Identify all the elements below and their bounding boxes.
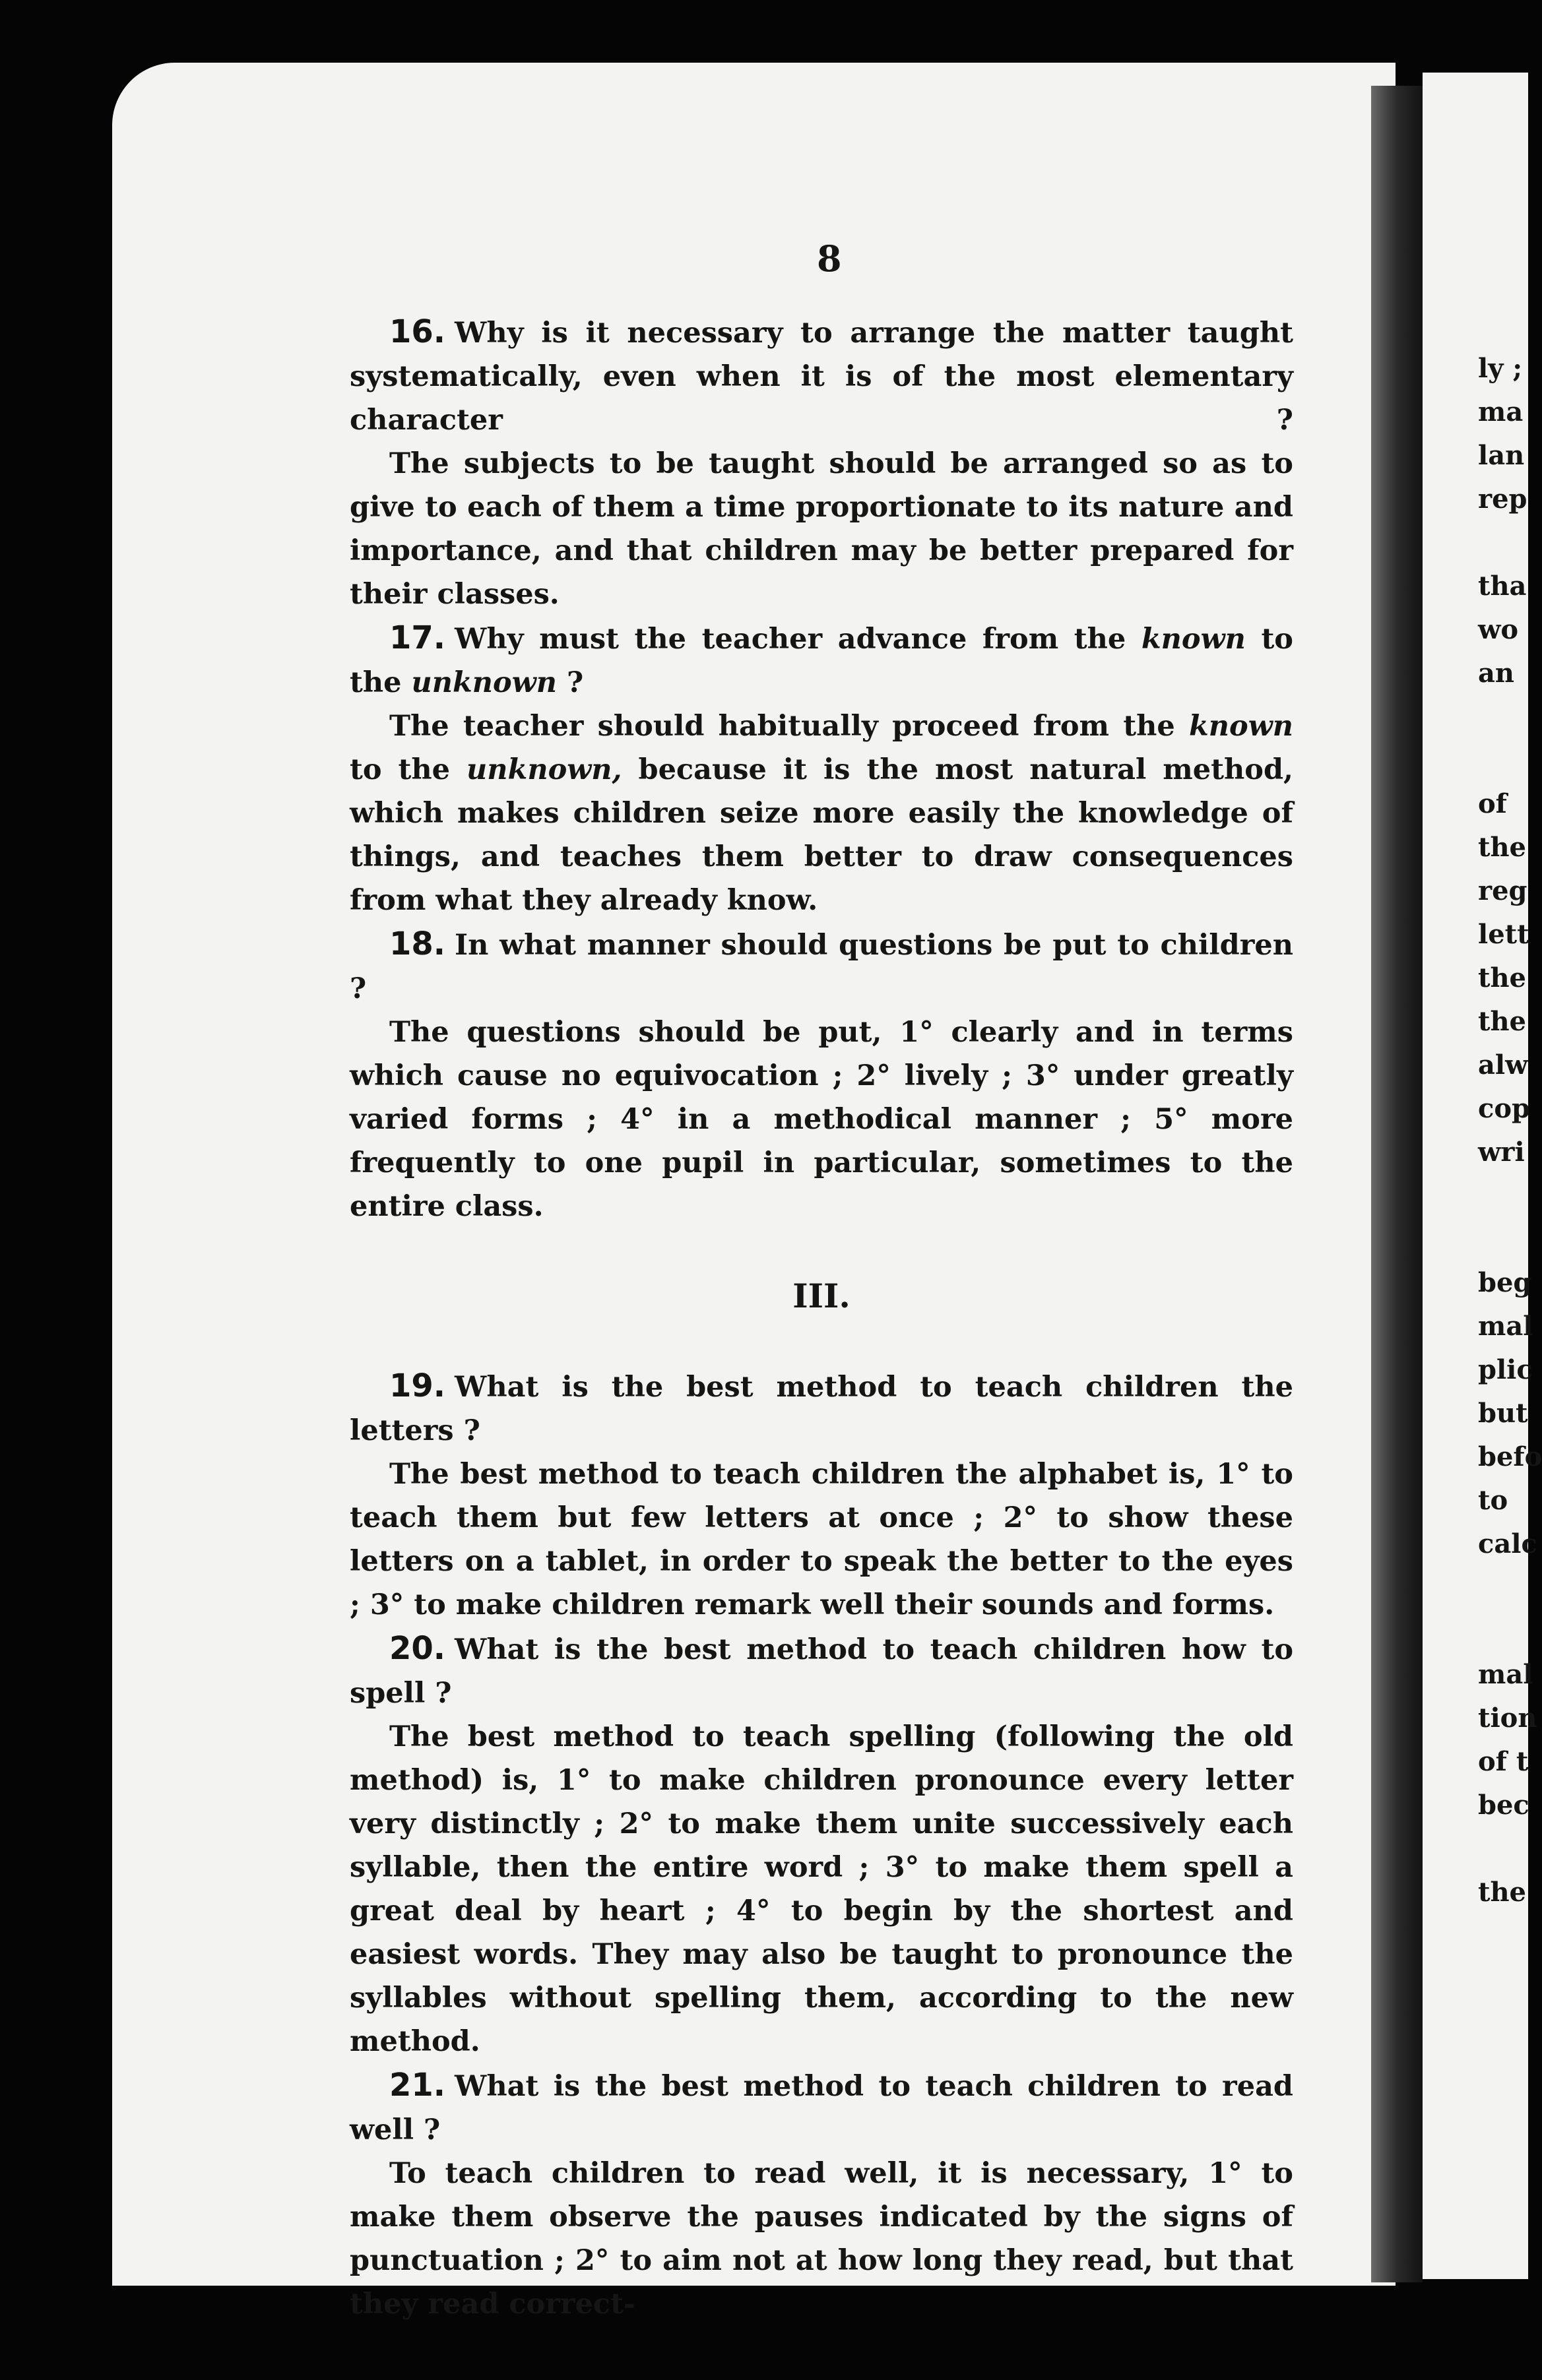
facing-page-line: an: [1478, 658, 1514, 689]
question-text-a: Why must the teacher advance from the: [455, 623, 1141, 656]
question-20: [350, 1627, 1293, 1715]
facing-page-line: lett: [1478, 919, 1529, 950]
page-gutter-shadow: [1371, 86, 1423, 2282]
facing-page-line: lan: [1478, 440, 1525, 471]
facing-page-line: of t: [1478, 1746, 1529, 1777]
question-number: 16.: [389, 313, 446, 350]
question-text: What is the best method to teach children the letters ?: [350, 1371, 1293, 1447]
answer-known: known: [1188, 710, 1293, 743]
facing-page-line: alw: [1478, 1049, 1528, 1080]
facing-page-line: mal: [1478, 1659, 1533, 1690]
question-known: known: [1141, 623, 1246, 656]
facing-page-line: plic: [1478, 1354, 1533, 1385]
facing-page-line: the: [1478, 962, 1527, 993]
facing-page-line: ly ;: [1478, 353, 1523, 384]
question-unknown: unknown: [411, 666, 558, 699]
answer-18: The questions should be put, 1° clearly and in terms which cause no equivocation ; 2° lively ; 3° under greatly varied forms ; 4° in a methodical manner ; 5° more frequently to one pupil in particular, sometimes to the entire class.: [350, 1016, 1293, 1223]
facing-page-line: beg: [1478, 1267, 1532, 1298]
facing-page-line: rep: [1478, 484, 1527, 515]
section-heading: III.: [792, 1276, 851, 1315]
question-text: What is the best method to teach children to read well ?: [350, 2070, 1293, 2146]
facing-page-line: mal: [1478, 1311, 1533, 1342]
facing-page-line: but: [1478, 1398, 1528, 1429]
question-17: [350, 616, 1293, 705]
facing-page-line: tion: [1478, 1703, 1537, 1734]
question-18: [350, 922, 1293, 1011]
facing-page-line: the: [1478, 1877, 1527, 1908]
question-number: 18.: [389, 925, 446, 962]
facing-page-line: ma: [1478, 396, 1524, 427]
answer-21: To teach children to read well, it is necessary, 1° to make them observe the pauses indicated by the signs of punctuation ; 2° to aim not at how long they read, but that they read correct-: [350, 2157, 1293, 2321]
page-number: 8: [817, 237, 842, 280]
question-21: [350, 2063, 1293, 2152]
facing-page-line: befo: [1478, 1441, 1542, 1472]
question-16: [350, 310, 1293, 442]
answer-text-c: because it is the most natural method, which makes children seize more easily the knowledge of things, and teaches them better to draw consequences from what they already know.: [350, 753, 1293, 917]
question-text-b: to the: [350, 623, 1293, 699]
facing-page-line: cop: [1478, 1093, 1531, 1124]
facing-page-line: bec: [1478, 1790, 1529, 1821]
facing-page-line: reg: [1478, 875, 1527, 906]
question-number: 20.: [389, 1630, 446, 1667]
answer-16: The subjects to be taught should be arranged so as to give to each of them a time proportionate to its nature and importance, and that children may be better prepared for their classes.: [350, 447, 1293, 611]
facing-page-line: wri: [1478, 1137, 1525, 1168]
answer-19: The best method to teach children the alphabet is, 1° to teach them but few letters at once ; 2° to show these letters on a tablet, in order to speak the better to the eyes ; 3° to make children remark well their sounds and forms.: [350, 1458, 1293, 1621]
facing-page-line: of: [1478, 788, 1507, 819]
facing-page-line: to: [1478, 1485, 1508, 1516]
answer-20: The best method to teach spelling (following the old method) is, 1° to make children pronounce every letter very distinctly ; 2° to make them unite successively each syllable, then the entire word ; 3° to make them spell a great deal by heart ; 4° to begin by the shortest and easiest words. They may also be taught to pronounce the syllables without spelling them, according to the new method.: [350, 1720, 1293, 2058]
facing-page-line: wo: [1478, 614, 1519, 645]
question-number: 19.: [389, 1367, 446, 1404]
question-text: What is the best method to teach children how to spell ?: [350, 1633, 1293, 1710]
facing-page-line: the: [1478, 832, 1527, 863]
facing-page-line: the: [1478, 1006, 1527, 1037]
question-19: [350, 1364, 1293, 1453]
page-body: [350, 310, 1293, 2326]
facing-page-line: tha: [1478, 571, 1527, 602]
question-text: Why is it necessary to arrange the matter taught systematically, even when it is of the most elementary character ?: [350, 317, 1293, 437]
facing-page-line: calc: [1478, 1528, 1537, 1559]
question-number: 17.: [389, 619, 446, 656]
question-text-c: ?: [557, 666, 584, 699]
question-number: 21.: [389, 2067, 446, 2104]
answer-unknown: unknown,: [466, 753, 622, 786]
answer-17: [350, 705, 1293, 922]
question-text: In what manner should questions be put to children ?: [350, 929, 1293, 1005]
answer-text-b: to the: [350, 753, 466, 786]
answer-text-a: The teacher should habitually proceed from the: [389, 710, 1189, 743]
